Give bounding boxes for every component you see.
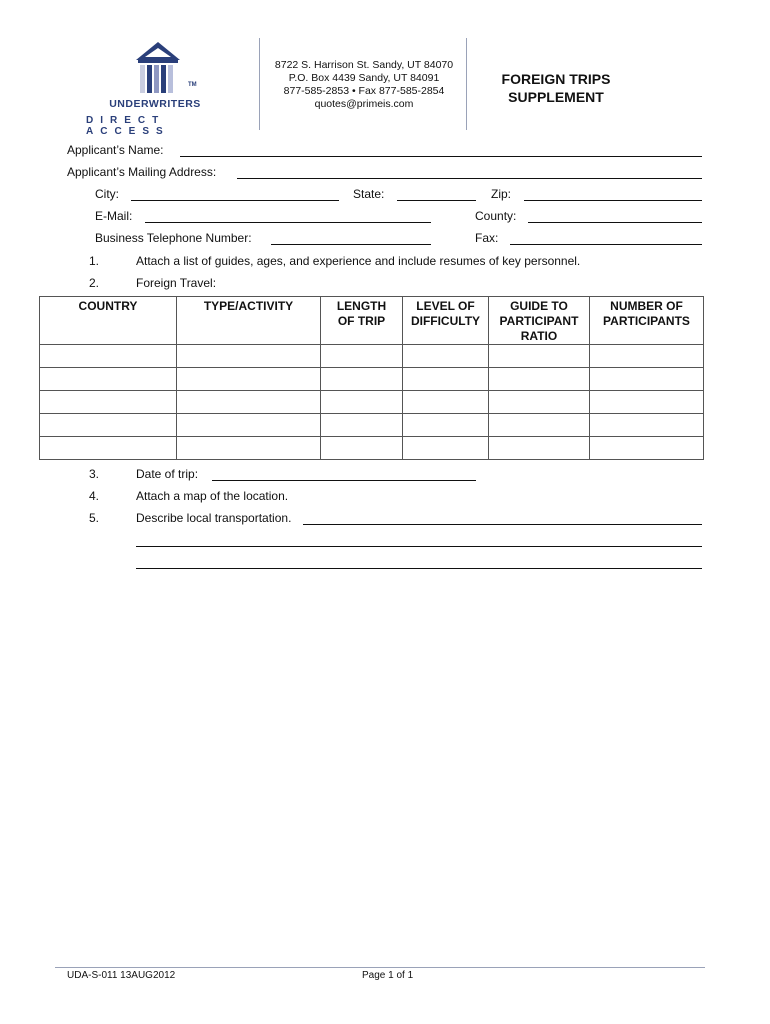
table-cell[interactable] — [177, 414, 321, 437]
local-transportation-field-line3[interactable] — [136, 568, 702, 569]
table-cell[interactable] — [321, 368, 403, 391]
item-guides-text: Attach a list of guides, ages, and experience and include resumes of key personnel. — [136, 254, 581, 268]
title-line1: FOREIGN TRIPS — [501, 71, 611, 87]
table-cell[interactable] — [40, 437, 177, 460]
table-row — [40, 345, 704, 368]
item-number: 4. — [89, 489, 100, 503]
address-line: 8722 S. Harrison St. Sandy, UT 84070 — [274, 59, 454, 71]
county-label: County: — [475, 209, 517, 223]
table-cell[interactable] — [489, 391, 590, 414]
company-logo — [86, 40, 248, 137]
table-cell[interactable] — [590, 437, 704, 460]
table-cell[interactable] — [40, 345, 177, 368]
table-header-row — [40, 297, 704, 345]
table-cell[interactable] — [403, 414, 489, 437]
item-foreign-travel-text: Foreign Travel: — [136, 276, 217, 290]
table-cell[interactable] — [590, 345, 704, 368]
phone-fax-line: 877-585-2853 • Fax 877-585-2854 — [283, 85, 445, 97]
email-line: quotes@primeis.com — [314, 98, 414, 110]
title-line2: SUPPLEMENT — [508, 89, 604, 105]
date-of-trip-label: Date of trip: — [136, 467, 199, 481]
column-header: NUMBER OF PARTICIPANTS — [590, 297, 704, 345]
mailing-address-label: Applicant’s Mailing Address: — [67, 165, 217, 179]
city-label: City: — [95, 187, 119, 201]
table-cell[interactable] — [321, 391, 403, 414]
table-cell[interactable] — [403, 345, 489, 368]
item-map-text: Attach a map of the location. — [136, 489, 289, 503]
table-cell[interactable] — [177, 391, 321, 414]
table-row — [40, 391, 704, 414]
state-label: State: — [353, 187, 385, 201]
item-number: 5. — [89, 511, 100, 525]
table-cell[interactable] — [403, 391, 489, 414]
table-cell[interactable] — [40, 391, 177, 414]
table-cell[interactable] — [489, 368, 590, 391]
table-cell[interactable] — [40, 368, 177, 391]
business-phone-field[interactable] — [271, 244, 431, 245]
date-of-trip-field[interactable] — [212, 480, 476, 481]
column-header: TYPE/ACTIVITY — [177, 297, 321, 345]
email-field[interactable] — [145, 222, 431, 223]
column-header: LENGTH OF TRIP — [321, 297, 403, 345]
applicant-name-label: Applicant’s Name: — [67, 143, 164, 157]
company-address — [262, 59, 466, 111]
table-cell[interactable] — [489, 414, 590, 437]
trademark-mark: TM — [188, 82, 197, 88]
foreign-travel-table — [39, 296, 704, 460]
table-cell[interactable] — [403, 437, 489, 460]
logo-name-line2: DIRECT ACCESS — [86, 115, 170, 137]
table-cell[interactable] — [321, 345, 403, 368]
header-divider-left — [259, 38, 260, 130]
table-cell[interactable] — [177, 437, 321, 460]
zip-field[interactable] — [524, 200, 702, 201]
table-row — [40, 368, 704, 391]
fax-label: Fax: — [475, 231, 499, 245]
table-cell[interactable] — [489, 345, 590, 368]
business-phone-label: Business Telephone Number: — [95, 231, 252, 245]
table-row — [40, 414, 704, 437]
header-divider-right — [466, 38, 467, 130]
table-row — [40, 437, 704, 460]
table-cell[interactable] — [321, 414, 403, 437]
table-cell[interactable] — [590, 368, 704, 391]
table-cell[interactable] — [40, 414, 177, 437]
column-header: GUIDE TO PARTICIPANT RATIO — [489, 297, 590, 345]
applicant-name-field[interactable] — [180, 156, 702, 157]
item-number: 2. — [89, 276, 100, 290]
page-number: Page 1 of 1 — [362, 970, 414, 981]
address-line: P.O. Box 4439 Sandy, UT 84091 — [288, 72, 440, 84]
fax-field[interactable] — [510, 244, 702, 245]
local-transportation-label: Describe local transportation. — [136, 511, 292, 525]
table-cell[interactable] — [590, 391, 704, 414]
table-cell[interactable] — [403, 368, 489, 391]
county-field[interactable] — [528, 222, 702, 223]
table-cell[interactable] — [177, 345, 321, 368]
table-cell[interactable] — [321, 437, 403, 460]
table-cell[interactable] — [489, 437, 590, 460]
city-field[interactable] — [131, 200, 339, 201]
email-label: E-Mail: — [95, 209, 133, 223]
logo-name-line1: UNDERWRITERS — [109, 98, 201, 110]
item-number: 1. — [89, 254, 100, 268]
temple-logo-icon — [128, 40, 188, 98]
column-header: COUNTRY — [40, 297, 177, 345]
local-transportation-field-line2[interactable] — [136, 546, 702, 547]
footer-divider — [55, 967, 705, 968]
column-header: LEVEL OF DIFFICULTY — [403, 297, 489, 345]
local-transportation-field[interactable] — [303, 524, 702, 525]
table-cell[interactable] — [590, 414, 704, 437]
state-field[interactable] — [397, 200, 476, 201]
form-code: UDA-S-011 13AUG2012 — [67, 970, 176, 981]
form-title — [476, 70, 636, 106]
item-number: 3. — [89, 467, 100, 481]
zip-label: Zip: — [491, 187, 512, 201]
mailing-address-field[interactable] — [237, 178, 702, 179]
table-cell[interactable] — [177, 368, 321, 391]
